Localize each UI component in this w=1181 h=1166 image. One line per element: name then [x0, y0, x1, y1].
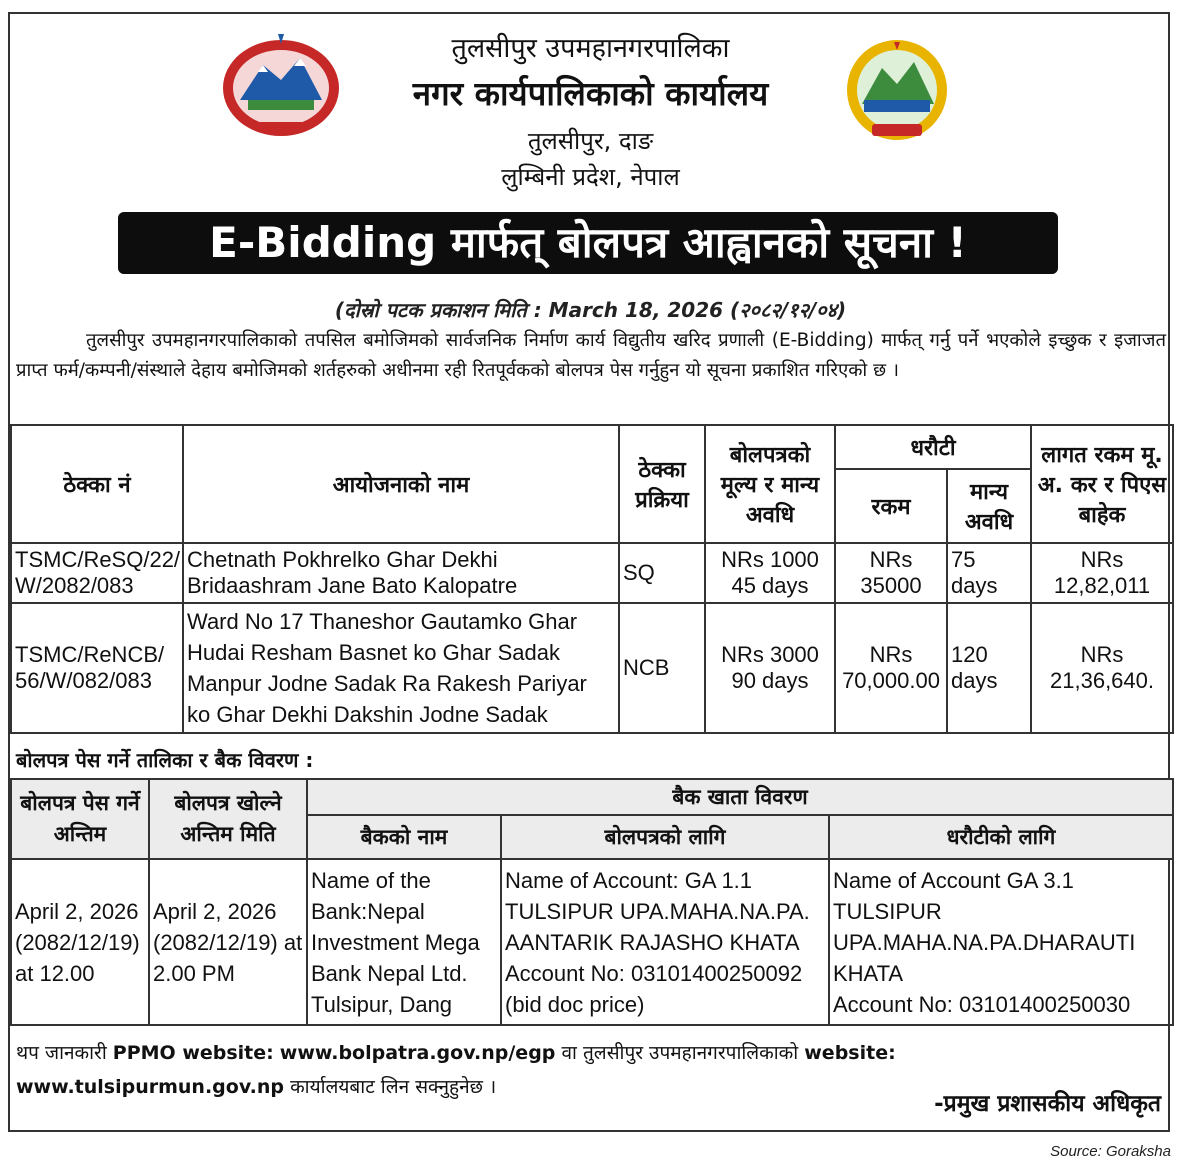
deposit-account-cell [829, 859, 1173, 1025]
table-row [11, 543, 1173, 603]
office-name: नगर कार्यपालिकाको कार्यालय [412, 74, 769, 113]
bid-doc-price: NRs 3000 [721, 642, 819, 667]
intro-paragraph: तुलसीपुर उपमहानगरपालिकाको तपसिल बमोजिमको सार्वजनिक निर्माण कार्य विद्युतीय खरिद प्रणाली (E-Bidding) मार्फत् गर्नु पर्ने भएकोले इच्छुक र इजाजत प्राप्त फर्म/कम्पनी/संस्थाले देहाय बमोजिमको शर्तहरुको अधीनमा रही रितपूर्वकको बोलपत्र पेस गर्नुहुन यो सूचना प्रकाशित गरिएको छ । [16, 330, 1166, 381]
footer-prefix: थप जानकारी [16, 1042, 107, 1064]
contract-no: TSMC/ReNCB/ 56/W/082/083 [11, 603, 183, 733]
header-bank-name: बैकको नाम [307, 815, 501, 859]
cost-cell [1031, 543, 1173, 603]
deposit-validity-num: 120 [951, 642, 988, 667]
table-row [11, 603, 1173, 733]
header-opening-date: बोलपत्र खोल्ने अन्तिम मिति [149, 779, 307, 859]
deposit-account-number: Account No: 03101400250030 [833, 991, 1131, 1017]
cost-prefix: NRs [1080, 642, 1124, 667]
site-label: website: [804, 1042, 896, 1064]
municipality-logo-icon [842, 38, 952, 144]
project-name: Chetnath Pokhrelko Ghar Dekhi Bridaashram Jane Bato Kalopatre [183, 543, 619, 603]
source-credit: Source: Goraksha [1050, 1143, 1171, 1160]
cost-value: 12,82,011 [1053, 573, 1151, 598]
project-name: Ward No 17 Thaneshor Gautamko Ghar Hudai Resham Basnet ko Ghar Sadak Manpur Jodne Sadak Ra Rakesh Pariyar ko Ghar Dekhi Dakshin Jodne Sadak [183, 603, 619, 733]
deposit-amount-cell [835, 543, 947, 603]
bid-doc-cell [705, 543, 835, 603]
municipality-site-link[interactable]: www.tulsipurmun.gov.np [16, 1076, 285, 1098]
header-bank-details: बैक खाता विवरण [307, 779, 1173, 815]
deposit-amount-cell [835, 603, 947, 733]
deposit-amount: 35000 [860, 573, 922, 598]
contracts-table [10, 424, 1174, 734]
procedure: NCB [619, 603, 705, 733]
office-location: तुलसीपुर, दाङ [527, 127, 654, 155]
cost-cell [1031, 603, 1173, 733]
header-deposit: धरौटी [835, 425, 1031, 469]
deposit-validity-cell [947, 543, 1031, 603]
footer-suffix: कार्यालयबाट लिन सक्नुहुनेछ । [290, 1076, 497, 1098]
deposit-account-name: Name of Account GA 3.1 TULSIPUR UPA.MAHA.NA.PA.DHARAUTI KHATA [833, 867, 1136, 986]
notice-title-banner: E-Bidding मार्फत् बोलपत्र आह्वानको सूचना ! [118, 212, 1058, 274]
contract-no: TSMC/ReSQ/22/ W/2082/083 [11, 543, 183, 603]
ppmo-label: PPMO website: [112, 1042, 274, 1064]
cost-prefix: NRs [1080, 547, 1124, 572]
header-contract-no: ठेक्का नं [11, 425, 183, 543]
header-project-name: आयोजनाको नाम [183, 425, 619, 543]
deposit-validity-unit: days [951, 573, 998, 598]
schedule-section-label: बोलपत्र पेस गर्ने तालिका र बैक विवरण : [16, 748, 314, 772]
table-row [11, 859, 1173, 1025]
opening-date: April 2, 2026 (2082/12/19) at 2.00 PM [149, 859, 307, 1025]
publication-date: (दोस्रो पटक प्रकाशन मिति : March 18, 2026 (२०८२/१२/०४) [334, 298, 847, 322]
procedure: SQ [619, 543, 705, 603]
deposit-amount: 70,000.00 [842, 668, 940, 693]
province-country: लुम्बिनी प्रदेश, नेपाल [501, 163, 680, 191]
deposit-prefix: NRs [869, 547, 913, 572]
ppmo-link[interactable]: www.bolpatra.gov.np/egp [279, 1042, 556, 1064]
bid-doc-cell [705, 603, 835, 733]
footer-middle: वा तुलसीपुर उपमहानगरपालिकाको [561, 1042, 799, 1064]
header-procedure: ठेक्का प्रक्रिया [619, 425, 705, 543]
header-submission-deadline: बोलपत्र पेस गर्ने अन्तिम [11, 779, 149, 859]
deposit-validity-unit: days [951, 668, 998, 693]
bid-doc-validity: 90 days [731, 668, 809, 693]
deposit-prefix: NRs [869, 642, 913, 667]
municipality-name: तुलसीपुर उपमहानगरपालिका [451, 33, 730, 64]
header-for-bid: बोलपत्रको लागि [501, 815, 829, 859]
header-deposit-validity: मान्य अवधि [947, 469, 1031, 543]
header-bid-doc: बोलपत्रको मूल्य र मान्य अवधि [705, 425, 835, 543]
bid-doc-price: NRs 1000 [721, 547, 819, 572]
deposit-validity-num: 75 [951, 547, 976, 572]
header-cost: लागत रकम मू. अ. कर र पिएस बाहेक [1031, 425, 1173, 543]
bid-doc-validity: 45 days [731, 573, 809, 598]
signature: -प्रमुख प्रशासकीय अधिकृत [934, 1091, 1161, 1117]
deposit-validity-cell [947, 603, 1031, 733]
submission-deadline: April 2, 2026 (2082/12/19) at 12.00 [11, 859, 149, 1025]
bank-name: Name of the Bank:Nepal Investment Mega Bank Nepal Ltd. Tulsipur, Dang [307, 859, 501, 1025]
schedule-bank-table [10, 778, 1174, 1026]
cost-value: 21,36,640. [1050, 668, 1154, 693]
bid-account: Name of Account: GA 1.1 TULSIPUR UPA.MAHA.NA.PA. AANTARIK RAJASHO KHATA Account No: 03101400250092 (bid doc price) [501, 859, 829, 1025]
header-deposit-amount: रकम [835, 469, 947, 543]
notice-header [0, 0, 1181, 200]
header-for-deposit: धरौटीको लागि [829, 815, 1173, 859]
